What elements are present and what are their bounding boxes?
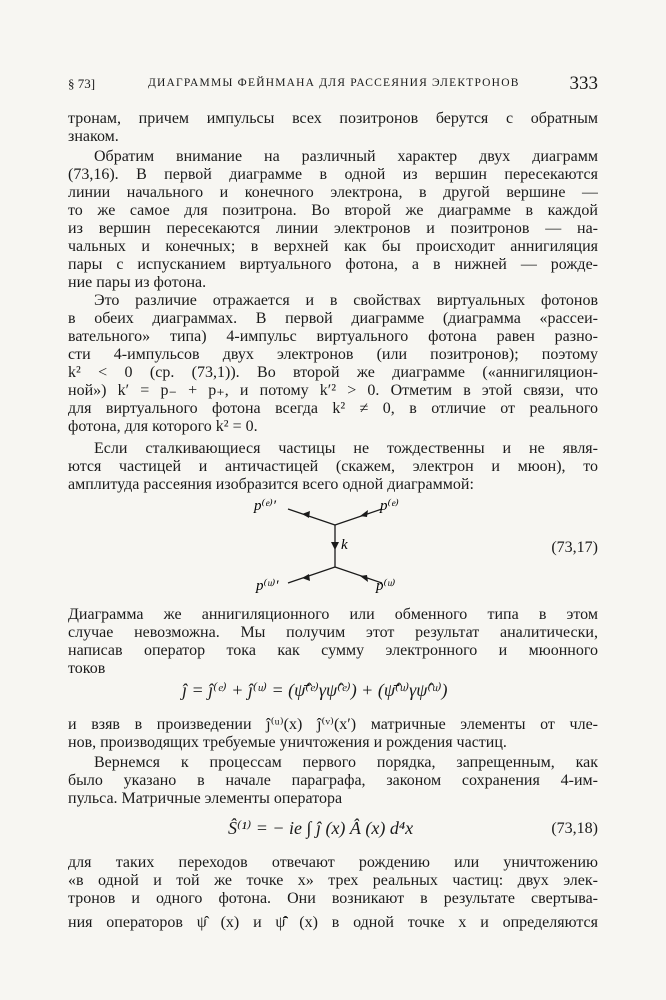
text-line: ния операторов ψ̂ (x) и ψ̄̂ (x) в одной точке x и определяются [68, 914, 598, 931]
text-line: случае невозможна. Мы получим этот результат аналитически, [68, 624, 598, 641]
text-line: ются частицей и античастицей (скажем, электрон и мюон), то [68, 458, 598, 475]
text-line: ной») k′ = p₋ + p₊, и потому k′² > 0. Отметим в этой связи, что [68, 382, 598, 399]
text-line: Обратим внимание на различный характер двух диаграмм [94, 148, 598, 165]
text-line: то же самое для позитрона. Во второй же диаграмме в каждой [68, 202, 598, 219]
text-line: знаком. [68, 128, 119, 145]
label-p-e-prime: p⁽ᵉ⁾′ [254, 498, 277, 514]
text-line: тронов и одного фотона. Они возникают в результате свертыва- [68, 890, 598, 907]
text-line: ние пары из фотона. [68, 274, 207, 291]
text-line: Диаграмма же аннигиляционного или обменного типа в этом [68, 606, 598, 623]
text-line: k² < 0 (ср. (73,1)). Во второй же диаграмме («аннигиляцион- [68, 364, 598, 381]
equation-number: (73,17) [551, 539, 598, 556]
text-line: в обеих диаграммах. В первой диаграмме (диаграмма «рассеи- [68, 310, 598, 327]
text-line: (73,16). В первой диаграмме в одной из вершин пересекаются [68, 166, 598, 183]
text-line: чальных и конечных; в верхней как бы происходит аннигиляция [68, 238, 598, 255]
current-formula: ĵ = ĵ⁽ᵉ⁾ + ĵ⁽ᵘ⁾ = (ψ̄̂⁽ᵉ⁾γψ̂⁽ᵉ⁾) + (ψ̄̂⁽ᵘ⁾γψ̂⁽ᵘ⁾) [182, 680, 448, 700]
text-line: тронам, причем импульсы всех позитронов берутся с обратным [68, 110, 598, 127]
text-line: пульса. Матричные элементы оператора [68, 790, 343, 807]
text-line: вательного» типа) 4-импульс виртуального фотона равен разно- [68, 328, 598, 345]
running-title: ДИАГРАММЫ ФЕЙНМАНА ДЛЯ РАССЕЯНИЯ ЭЛЕКТРОНОВ [148, 77, 520, 89]
text-line: Это различие отражается и в свойствах виртуальных фотонов [94, 292, 598, 309]
label-p-e: p⁽ᵉ⁾ [380, 498, 399, 514]
text-line: токов [68, 660, 106, 677]
text-line: из вершин пересекаются линии электронов и позитронов — на- [68, 220, 598, 237]
text-line: для таких переходов отвечают рождению или уничтожению [68, 854, 598, 871]
text-line: Если сталкивающиеся частицы не тождественны и не явля- [94, 440, 598, 457]
equation-number: (73,18) [551, 820, 598, 837]
operator-formula: Ŝ⁽¹⁾ = − ie ∫ ĵ (x) Â (x) d⁴x [228, 818, 414, 838]
section-ref: § 73] [68, 76, 96, 91]
text-line: амплитуда рассеяния изобразится всего одной диаграммой: [68, 476, 474, 493]
text-line: фотона, для которого k² = 0. [68, 418, 258, 435]
text-line: сти 4-импульсов двух электронов (или позитронов); поэтому [68, 346, 598, 363]
text-line: и взяв в произведении ĵ⁽ᵘ⁾(x) ĵ⁽ᵛ⁾(x′) матричные элементы от чле- [68, 716, 598, 733]
label-p-mu: p⁽ᵘ⁾ [376, 578, 396, 594]
text-line: «в одной и той же точке x» трех реальных частиц: двух элек- [68, 872, 598, 889]
text-line: было указано в начале параграфа, законом сохранения 4-им- [68, 772, 598, 789]
label-p-mu-prime: p⁽ᵘ⁾′ [256, 578, 279, 594]
text-line: Вернемся к процессам первого порядка, запрещенным, как [94, 754, 598, 771]
text-line: для виртуального фотона всегда k² ≠ 0, в отличие от реального [68, 400, 598, 417]
text-line: пары с испусканием виртуального фотона, а в нижней — рожде- [68, 256, 598, 273]
text-line: написав оператор тока как сумму электронного и мюонного [68, 642, 598, 659]
page-number: 333 [569, 73, 598, 94]
running-header [68, 73, 598, 96]
text-line: нов, производящих требуемые уничтожения и рождения частиц. [68, 734, 507, 751]
text-line: линии начального и конечного электрона, в другой вершине — [68, 184, 598, 201]
label-k: k [341, 537, 348, 553]
feynman-diagram [230, 492, 430, 596]
